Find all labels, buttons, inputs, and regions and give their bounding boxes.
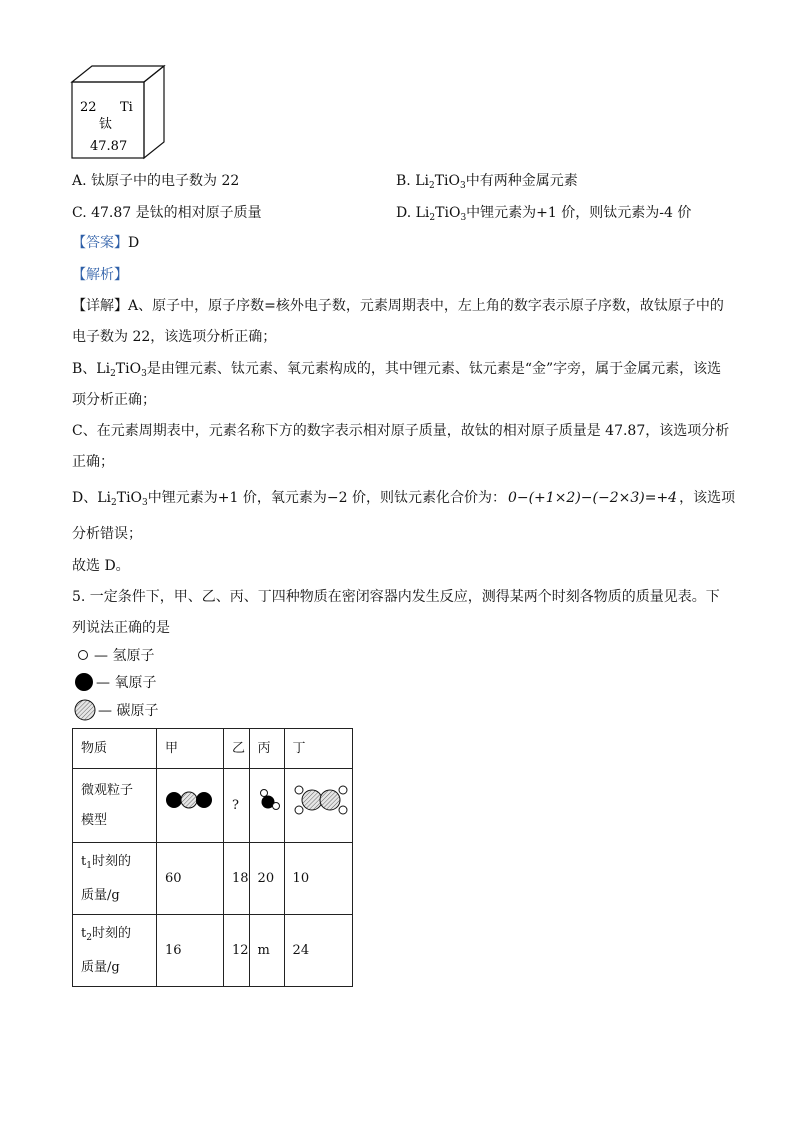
t1-bing: 20 [249, 843, 284, 915]
mass-table [72, 728, 353, 987]
table-header-row [73, 729, 353, 769]
t1-jia: 60 [157, 843, 224, 915]
legend-oxygen: — 氧原子 [72, 670, 156, 694]
ethylene-molecule-icon [293, 783, 349, 817]
ding-model [284, 769, 352, 843]
table-row-t2 [73, 915, 353, 987]
t2-ding: 24 [284, 915, 352, 987]
header-yi: 乙 [224, 729, 250, 769]
answer-label: 【答案】 [72, 235, 128, 251]
element-name: 钛 [99, 117, 113, 132]
table-row-model [73, 769, 353, 843]
hydrogen-atom-icon [72, 645, 94, 665]
question-5-stem-1: 5. 一定条件下，甲、乙、丙、丁四种物质在密闭容器内发生反应，测得某两个时刻各物质的质量见表。下 [72, 589, 720, 605]
atomic-number: 22 [80, 100, 97, 115]
option-d: D. $Li_2TiO_3$中锂元素为+1 价，则钛元素为-4 价 [396, 205, 692, 223]
yi-model: ? [224, 769, 250, 843]
answer-line [72, 233, 139, 253]
t2-bing: m [249, 915, 284, 987]
carbon-atom-icon [72, 698, 98, 722]
analysis-line-2: 电子数为 22，该选项分析正确； [72, 329, 277, 345]
table-row-t1 [73, 843, 353, 915]
analysis-line-7: D、$Li_2TiO_3$中锂元素为+1 价，氧元素为−2 价，则钛元素化合价为： 0−(+1×2)−(−2×3)=+4 ，该选项 [72, 490, 736, 508]
t2-yi: 12 [224, 915, 250, 987]
analysis-conclusion: 故选 D。 [72, 558, 130, 574]
option-a: A. 钛原子中的电子数为 22 [72, 173, 240, 189]
oxygen-atom-icon [72, 671, 96, 693]
valence-formula: 0−(+1×2)−(−2×3)=+4 [507, 490, 678, 506]
atomic-mass: 47.87 [90, 139, 128, 154]
analysis-line-3: B、$Li_2TiO_3$是由锂元素、钛元素、氧元素构成的，其中锂元素、钛元素是“金”字旁，属于金属元素，该选 [72, 361, 722, 379]
legend-carbon: — 碳原子 [72, 698, 158, 722]
model-label: 微观粒子 模型 [73, 769, 157, 843]
co2-molecule-icon [165, 789, 213, 811]
element-symbol: Ti [120, 100, 133, 115]
analysis-line-8: 分析错误； [72, 526, 142, 542]
titanium-element-box [66, 62, 170, 162]
analysis-label: 【解析】 [72, 267, 128, 283]
t1-label: $t_1$时刻的 质量/g [73, 843, 157, 915]
analysis-line-5: C、在元素周期表中，元素名称下方的数字表示相对原子质量，故钛的相对原子质量是 47.87，该选项分析 [72, 423, 730, 439]
option-b: B. $Li_2TiO_3$中有两种金属元素 [396, 173, 578, 191]
analysis-line-6: 正确； [72, 454, 114, 470]
detail-label: 【详解】 [72, 298, 128, 314]
header-jia: 甲 [157, 729, 224, 769]
t2-jia: 16 [157, 915, 224, 987]
analysis-line-1: 【详解】A、原子中，原子序数=核外电子数，元素周期表中，左上角的数字表示原子序数，故钛原子中的 [72, 298, 724, 314]
t2-label: $t_2$时刻的 质量/g [73, 915, 157, 987]
bing-model [249, 769, 284, 843]
answer-value: D [128, 235, 140, 251]
option-c: C. 47.87 是钛的相对原子质量 [72, 205, 262, 221]
question-5-stem-2: 列说法正确的是 [72, 620, 170, 636]
t1-ding: 10 [284, 843, 352, 915]
header-ding: 丁 [284, 729, 352, 769]
analysis-line-4: 项分析正确； [72, 392, 156, 408]
water-molecule-icon [258, 787, 282, 813]
t1-yi: 18 [224, 843, 250, 915]
header-substance: 物质 [73, 729, 157, 769]
legend-hydrogen: — 氢原子 [72, 643, 154, 667]
header-bing: 丙 [249, 729, 284, 769]
jia-model [157, 769, 224, 843]
